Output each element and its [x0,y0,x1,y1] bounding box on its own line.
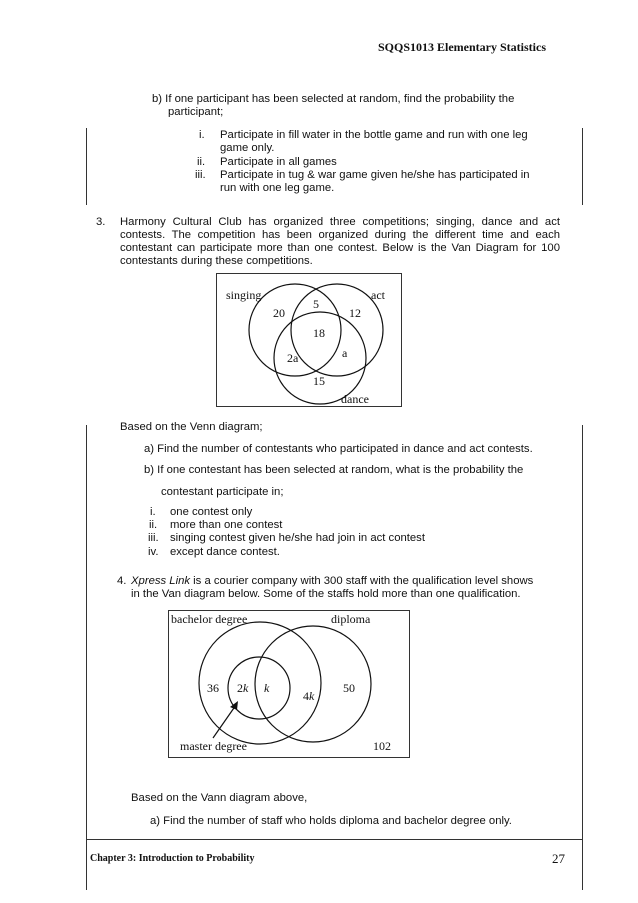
q3-item-num: iv. [148,546,159,558]
act-circle [291,284,383,376]
q3-item: more than one contest [170,519,283,531]
value-outside: 102 [373,739,391,753]
q2b-item-num: ii. [197,156,206,168]
value-singing-dance: 2a [287,351,299,365]
q2b-intro: b) If one participant has been selected at random, find the probability the [152,93,515,105]
q4-company: Xpress Link [131,575,191,587]
q4-text-rest: is a courier company with 300 staff with the qualification level shows [190,575,534,587]
q3-part-b: b) If one contestant has been selected at random, what is the probability the [144,464,524,476]
q2b-item: game only. [220,142,275,154]
chapter-footer: Chapter 3: Introduction to Probability [90,853,255,864]
q3-part-a: a) Find the number of contestants who participated in dance and act contests. [144,443,533,455]
label-singing: singing [226,288,262,302]
label-dance: dance [341,392,369,406]
value-all-three: 18 [313,326,325,340]
master-only-coef: 2 [237,681,243,695]
q2b-intro: participant; [168,106,224,117]
q3-based-on: Based on the Venn diagram; [120,421,263,433]
venn-frame [169,611,410,758]
value-diploma-only: 50 [343,681,355,695]
left-border [86,128,87,205]
value-singing-act: 5 [313,297,319,311]
footer-rule [86,839,583,840]
q3-line: Harmony Cultural Club has organized three competitions; singing, dance and act [120,216,560,228]
bachelor-diploma-coef: 4 [303,689,309,703]
q4-number: 4. [117,575,127,587]
q3-item-num: i. [150,506,156,518]
q3-item-num: iii. [148,532,159,544]
value-bachelor-only: 36 [207,681,219,695]
bachelor-diploma-var: k [309,689,315,703]
right-border [582,128,583,205]
q2b-item-num: iii. [195,169,206,181]
q2b-item: Participate in tug & war game given he/she has participated in [220,169,530,181]
label-diploma: diploma [331,612,371,626]
venn-diagram-qualification [168,610,410,758]
venn-diagram-contests [216,273,402,407]
q3-line: contestant can participate more than one contest. Below is the Van Diagram for 100 [120,242,560,254]
left-border [86,425,87,890]
q3-number: 3. [96,216,106,228]
q2b-item-num: i. [199,129,205,141]
label-act: act [371,288,385,302]
q3-line: contestants during these competitions. [120,255,313,267]
q3-item: except dance contest. [170,546,280,558]
value-singing-only: 20 [273,306,285,320]
q4-based-on: Based on the Vann diagram above, [131,792,308,804]
value-act-only: 12 [349,306,361,320]
value-master-only [237,681,249,695]
value-bachelor-diploma [303,689,315,703]
value-master-diploma: k [264,681,270,695]
q3-part-b: contestant participate in; [161,486,284,498]
q4-part-a: a) Find the number of staff who holds diploma and bachelor degree only. [150,815,512,827]
q2b-item: Participate in fill water in the bottle game and run with one leg [220,129,528,141]
q2b-item: Participate in all games [220,156,337,168]
q2b-item: run with one leg game. [220,182,335,194]
label-master: master degree [180,739,247,753]
q3-item-num: ii. [149,519,158,531]
value-dance-only: 15 [313,374,325,388]
page-number: 27 [552,851,565,866]
q3-item: singing contest given he/she had join in act contest [170,532,425,544]
q4-text [131,575,533,588]
value-act-dance: a [342,346,348,360]
q4-text: in the Van diagram below. Some of the staffs hold more than one qualification. [131,588,521,600]
q3-line: contests. The competition has been organized during the different time and each [120,229,560,241]
q3-item: one contest only [170,506,253,518]
q3-text [120,216,560,268]
master-only-var: k [243,681,249,695]
label-bachelor: bachelor degree [171,612,248,626]
right-border [582,425,583,890]
course-header: SQQS1013 Elementary Statistics [378,40,546,54]
